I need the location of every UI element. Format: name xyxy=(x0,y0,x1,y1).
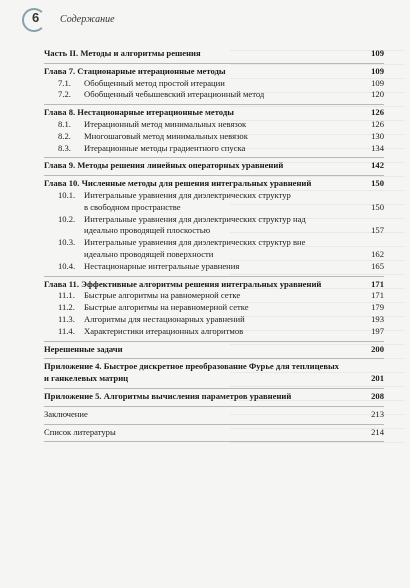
toc-page-number: 109 xyxy=(371,77,384,88)
page-number: 6 xyxy=(32,10,40,25)
toc-page-number: 130 xyxy=(371,130,384,141)
toc-page-number: 157 xyxy=(371,225,384,236)
toc-section xyxy=(44,158,384,176)
toc-sub-title: Алгоритмы для нестационарных уравнений xyxy=(84,313,245,324)
toc-main-title: Глава 7. Стационарные итерационные методы xyxy=(44,65,226,76)
table-of-contents xyxy=(44,46,384,442)
toc-section xyxy=(44,359,384,389)
toc-page-number: 134 xyxy=(371,142,384,153)
toc-sub-title: Интегральные уравнения для диэлектрических структур вне xyxy=(84,237,306,248)
toc-main-entry-continued xyxy=(44,373,384,385)
toc-page-number: 150 xyxy=(371,201,384,212)
toc-sub-title: Обобщенный чебышевский итерационный метод xyxy=(84,89,265,100)
toc-sub-title: Быстрые алгоритмы на равномерной сетке xyxy=(84,290,241,301)
toc-sub-title: Характеристики итерационных алгоритмов xyxy=(84,325,244,336)
toc-page-number: 197 xyxy=(371,325,384,336)
toc-page-number: 214 xyxy=(371,426,384,437)
toc-sub-number: 8.2. xyxy=(58,130,71,141)
toc-sub-title-continued: идеально проводящей плоскостью xyxy=(84,225,211,236)
toc-page-number: 109 xyxy=(371,48,384,58)
toc-main-title: Часть II. Методы и алгоритмы решения xyxy=(44,48,201,58)
toc-sub-title: Обобщенный метод простой итерации xyxy=(84,77,225,88)
toc-section xyxy=(44,46,384,64)
toc-page-number: 120 xyxy=(371,89,384,100)
toc-page-number: 213 xyxy=(371,408,384,419)
toc-sub-title: Интегральные уравнения для диэлектрических структур над xyxy=(84,213,306,224)
toc-main-entry xyxy=(44,66,384,78)
toc-main-title: Глава 11. Эффективные алгоритмы решения интегральных уравнений xyxy=(44,278,322,289)
toc-main-entry xyxy=(44,361,384,373)
toc-section xyxy=(44,342,384,360)
toc-main-entry xyxy=(44,427,384,439)
toc-section xyxy=(44,176,384,276)
toc-main-entry xyxy=(44,107,384,119)
toc-sub-entry xyxy=(44,237,384,249)
toc-section xyxy=(44,407,384,425)
toc-sub-entry xyxy=(44,302,384,314)
toc-sub-number: 11.1. xyxy=(58,290,75,301)
running-title: Содержание xyxy=(60,14,115,25)
toc-sub-entry-continued xyxy=(44,225,384,237)
toc-sub-title: Нестационарные интегральные уравнения xyxy=(84,260,240,271)
toc-sub-entry xyxy=(44,261,384,273)
toc-main-title: Глава 10. Численные методы для решения интегральных уравнений xyxy=(44,178,312,189)
toc-main-title: Глава 9. Методы решения линейных операторных уравнений xyxy=(44,160,284,171)
toc-page-number: 150 xyxy=(371,178,384,189)
toc-sub-entry xyxy=(44,89,384,101)
toc-main-title: Список литературы xyxy=(44,426,116,437)
toc-page-number: 200 xyxy=(371,343,384,354)
toc-sub-entry xyxy=(44,143,384,155)
toc-page-number: 179 xyxy=(371,302,384,313)
toc-main-title: Приложение 5. Алгоритмы вычисления параметров уравнений xyxy=(44,390,292,401)
toc-page-number: 109 xyxy=(371,65,384,76)
toc-sub-title: Интегральные уравнения для диэлектрических структур xyxy=(84,189,291,200)
toc-sub-number: 8.1. xyxy=(58,118,71,129)
toc-sub-title: Итерационный метод минимальных невязок xyxy=(84,118,247,129)
toc-sub-entry xyxy=(44,190,384,202)
toc-sub-number: 10.4. xyxy=(58,260,76,271)
toc-sub-title-continued: идеально проводящей поверхности xyxy=(84,248,214,259)
toc-section xyxy=(44,64,384,105)
toc-sub-entry xyxy=(44,290,384,302)
toc-sub-number: 11.2. xyxy=(58,302,75,313)
toc-main-title: Приложение 4. Быстрое дискретное преобразование Фурье для теплицевых xyxy=(44,361,339,372)
toc-section xyxy=(44,277,384,342)
toc-page-number: 208 xyxy=(371,390,384,401)
toc-page-number: 201 xyxy=(371,373,384,384)
toc-main-entry xyxy=(44,48,384,60)
toc-sub-title: Итерационные методы градиентного спуска xyxy=(84,142,246,153)
toc-sub-number: 8.3. xyxy=(58,142,71,153)
toc-main-entry xyxy=(44,178,384,190)
toc-main-entry xyxy=(44,391,384,403)
toc-page-number: 171 xyxy=(371,278,384,289)
toc-main-entry xyxy=(44,160,384,172)
toc-sub-number: 11.3. xyxy=(58,313,75,324)
toc-section xyxy=(44,389,384,407)
toc-page-number: 193 xyxy=(371,313,384,324)
toc-section xyxy=(44,425,384,443)
toc-sub-entry xyxy=(44,119,384,131)
toc-sub-entry-continued xyxy=(44,202,384,214)
toc-section xyxy=(44,105,384,158)
toc-sub-number: 7.1. xyxy=(58,77,71,88)
toc-main-entry xyxy=(44,344,384,356)
toc-main-entry xyxy=(44,409,384,421)
toc-sub-title: Многошаговый метод минимальных невязок xyxy=(84,130,248,141)
toc-main-entry xyxy=(44,279,384,291)
toc-sub-number: 10.1. xyxy=(58,189,76,200)
toc-page-number: 142 xyxy=(371,160,384,171)
toc-page-number: 171 xyxy=(371,290,384,301)
toc-page-number: 165 xyxy=(371,260,384,271)
toc-sub-number: 11.4. xyxy=(58,325,75,336)
toc-page-number: 126 xyxy=(371,107,384,118)
toc-page-number: 126 xyxy=(371,118,384,129)
toc-sub-entry xyxy=(44,326,384,338)
toc-main-title: Заключение xyxy=(44,408,88,419)
toc-sub-entry-continued xyxy=(44,249,384,261)
toc-sub-entry xyxy=(44,131,384,143)
toc-sub-entry xyxy=(44,314,384,326)
toc-main-title-continued: и ганкелевых матриц xyxy=(44,373,129,384)
toc-sub-entry xyxy=(44,78,384,90)
toc-sub-entry xyxy=(44,214,384,226)
page-header xyxy=(22,8,382,38)
toc-sub-number: 10.2. xyxy=(58,213,76,224)
toc-page-number: 162 xyxy=(371,248,384,259)
toc-main-title: Нерешенные задачи xyxy=(44,343,123,354)
toc-sub-number: 7.2. xyxy=(58,89,71,100)
toc-main-title: Глава 8. Нестационарные итерационные методы xyxy=(44,107,234,118)
toc-sub-number: 10.3. xyxy=(58,237,76,248)
toc-sub-title: Быстрые алгоритмы на неравномерной сетке xyxy=(84,302,249,313)
toc-sub-title-continued: в свободном пространстве xyxy=(84,201,181,212)
